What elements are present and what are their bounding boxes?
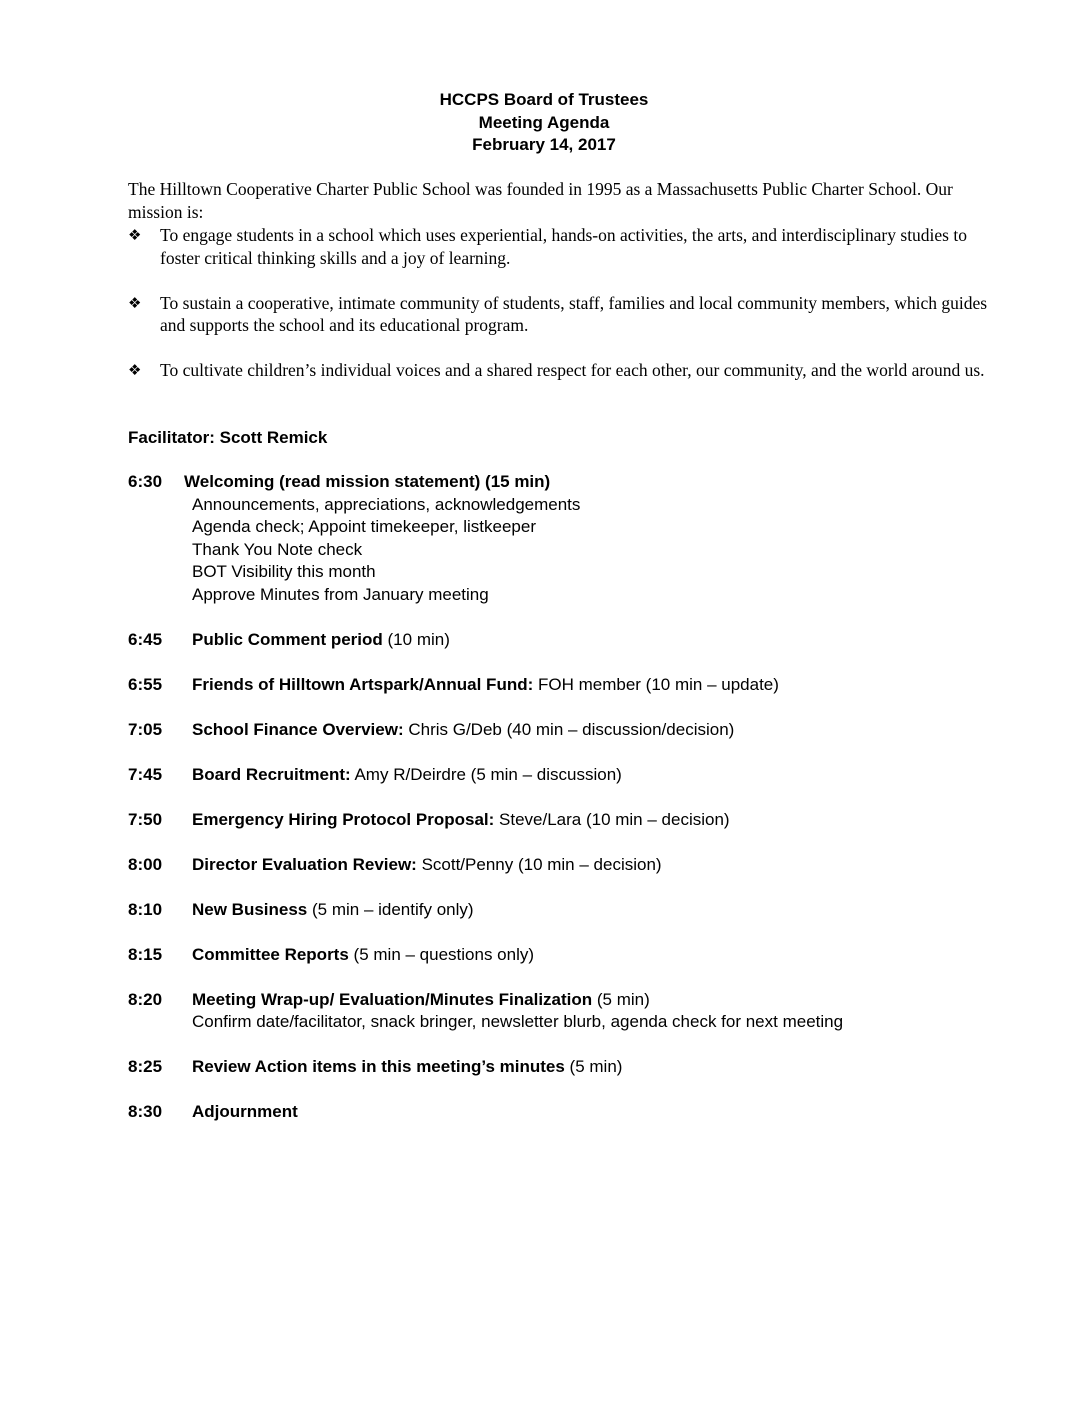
facilitator-line: Facilitator: Scott Remick <box>128 428 328 447</box>
agenda-item-public-comment <box>128 629 1008 652</box>
header-organization: HCCPS Board of Trustees <box>439 90 649 109</box>
agenda-subitem: Approve Minutes from January meeting <box>192 584 489 604</box>
agenda-time: 7:45 <box>128 764 163 784</box>
agenda-detail: (5 min) <box>592 989 650 1009</box>
diamond-bullet-icon: ❖ <box>128 293 142 312</box>
agenda-time: 7:05 <box>128 719 163 739</box>
agenda-detail: (5 min – identify only) <box>307 899 474 919</box>
mission-item-text: To cultivate children’s individual voices and a shared respect for each other, our community, and the world around us. <box>160 360 985 380</box>
agenda-time: 6:30 <box>128 472 163 491</box>
agenda-title: Meeting Wrap-up/ Evaluation/Minutes Finalization <box>192 989 593 1009</box>
agenda-detail: (10 min) <box>382 629 450 649</box>
mission-item <box>128 359 988 382</box>
agenda-item-friends-of-hilltown <box>128 674 1008 697</box>
agenda-item-board-recruitment <box>128 764 1008 787</box>
mission-item-text: To sustain a cooperative, intimate community of students, staff, families and local community members, which guides and supports the school and its educational program. <box>160 292 988 335</box>
agenda-subitem: Thank You Note check <box>192 539 363 559</box>
agenda-item-director-evaluation <box>128 854 1008 877</box>
agenda-title: Review Action items in this meeting’s minutes <box>192 1057 565 1076</box>
agenda-title: Emergency Hiring Protocol Proposal: <box>192 809 495 829</box>
diamond-bullet-icon: ❖ <box>128 361 142 379</box>
agenda-detail: Amy R/Deirdre (5 min – discussion) <box>350 764 622 784</box>
mission-item <box>128 292 988 337</box>
agenda-title: New Business <box>192 899 308 919</box>
agenda-title: Friends of Hilltown Artspark/Annual Fund: <box>192 674 534 694</box>
mission-item <box>128 224 988 269</box>
agenda-title: School Finance Overview: <box>192 719 404 739</box>
document-header <box>0 89 1088 157</box>
agenda-item-welcoming <box>128 471 1008 606</box>
agenda-list <box>128 471 1008 1146</box>
agenda-item-new-business <box>128 899 1008 922</box>
agenda-item-adjournment <box>128 1101 1008 1124</box>
header-document-type: Meeting Agenda <box>478 112 610 132</box>
agenda-item-meeting-wrap-up <box>128 989 1008 1034</box>
agenda-subitems <box>192 494 1008 607</box>
agenda-title: Welcoming (read mission statement) (15 min) <box>184 472 551 491</box>
agenda-detail: FOH member (10 min – update) <box>533 674 779 694</box>
diamond-bullet-icon: ❖ <box>128 226 142 244</box>
agenda-time: 8:15 <box>128 944 163 964</box>
agenda-title: Public Comment period <box>192 629 383 649</box>
agenda-time: 8:00 <box>128 854 163 874</box>
agenda-subitem: BOT Visibility this month <box>192 562 376 581</box>
agenda-time: 8:10 <box>128 899 163 919</box>
mission-list <box>128 224 988 404</box>
agenda-item-school-finance <box>128 719 1008 742</box>
agenda-time: 6:55 <box>128 674 163 694</box>
mission-intro: The Hilltown Cooperative Charter Public School was founded in 1995 as a Massachusetts Public Charter School. Our mission is: <box>128 179 953 222</box>
agenda-title: Committee Reports <box>192 944 349 964</box>
agenda-title: Board Recruitment: <box>192 764 351 784</box>
agenda-detail: (5 min) <box>564 1057 623 1076</box>
agenda-title: Director Evaluation Review: <box>192 854 417 874</box>
mission-item-text: To engage students in a school which uses experiential, hands-on activities, the arts, and interdisciplinary studies to foster critical thinking skills and a joy of learning. <box>160 225 967 268</box>
agenda-detail: Steve/Lara (10 min – decision) <box>494 809 730 829</box>
agenda-time: 8:25 <box>128 1057 163 1076</box>
agenda-item-emergency-hiring <box>128 809 1008 832</box>
agenda-title: Adjournment <box>192 1102 298 1121</box>
agenda-time: 7:50 <box>128 809 163 829</box>
agenda-item-review-action-items <box>128 1056 1008 1079</box>
agenda-time: 6:45 <box>128 629 163 649</box>
agenda-item-committee-reports <box>128 944 1008 967</box>
agenda-time: 8:30 <box>128 1102 163 1121</box>
agenda-time: 8:20 <box>128 989 163 1009</box>
agenda-detail-line: Confirm date/facilitator, snack bringer, newsletter blurb, agenda check for next meeting <box>192 1012 844 1031</box>
agenda-detail: Scott/Penny (10 min – decision) <box>416 854 662 874</box>
agenda-subitem: Announcements, appreciations, acknowledgements <box>192 494 581 514</box>
agenda-subitem: Agenda check; Appoint timekeeper, listkeeper <box>192 517 536 536</box>
agenda-detail: (5 min – questions only) <box>348 944 535 964</box>
agenda-detail: Chris G/Deb (40 min – discussion/decision) <box>403 719 735 739</box>
header-date: February 14, 2017 <box>472 135 616 154</box>
